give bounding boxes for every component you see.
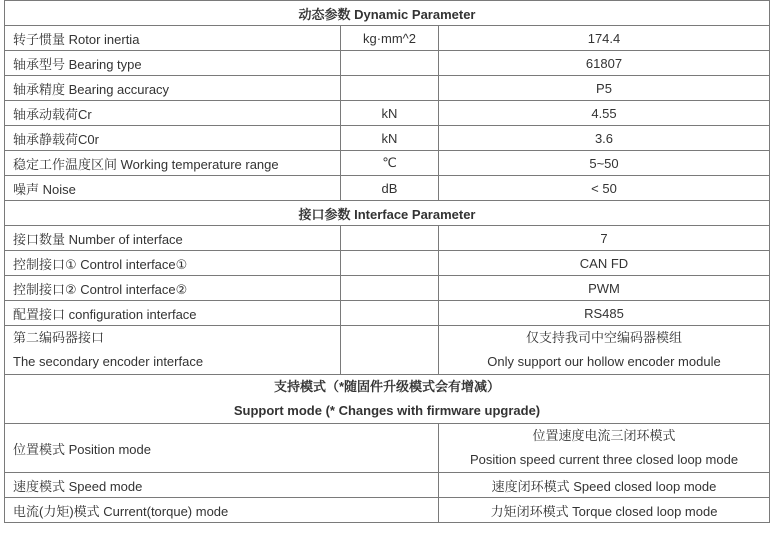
param-value: 174.4: [439, 26, 770, 51]
param-unit: [341, 251, 439, 276]
param-name: [5, 326, 341, 375]
param-value: 3.6: [439, 126, 770, 151]
support-title-cn: 支持模式（*随固件升级模式会有增减）: [273, 379, 501, 394]
table-row: [5, 226, 770, 251]
param-unit: [341, 276, 439, 301]
param-value: 61807: [439, 51, 770, 76]
param-value: P5: [439, 76, 770, 101]
position-mode-cn: 位置速度电流三闭环模式: [532, 428, 676, 443]
encoder-value-cn: 仅支持我司中空编码器模组: [525, 330, 682, 345]
encoder-value-en: Only support our hollow encoder module: [487, 354, 721, 369]
param-unit: kN: [341, 126, 439, 151]
param-value: < 50: [439, 176, 770, 201]
table-row: [5, 151, 770, 176]
table-row: [5, 76, 770, 101]
table-row: [5, 424, 770, 473]
param-value: RS485: [439, 301, 770, 326]
mode-name: 电流(力矩)模式 Current(torque) mode: [5, 498, 439, 523]
support-title-en: Support mode (* Changes with firmware upgrade): [233, 403, 541, 418]
interface-section-title: 接口参数 Interface Parameter: [5, 201, 770, 226]
table-row: [5, 276, 770, 301]
encoder-name-en: The secondary encoder interface: [13, 354, 204, 369]
table-row: [5, 473, 770, 498]
param-unit: ℃: [341, 151, 439, 176]
mode-name: 位置模式 Position mode: [5, 424, 439, 473]
section-header-row: [5, 201, 770, 226]
mode-value: 力矩闭环模式 Torque closed loop mode: [439, 498, 770, 523]
param-value: [439, 326, 770, 375]
param-name: 轴承静载荷C0r: [5, 126, 341, 151]
table-row: [5, 326, 770, 375]
param-unit: [341, 76, 439, 101]
param-value: 4.55: [439, 101, 770, 126]
encoder-name-cn: 第二编码器接口: [13, 330, 105, 345]
spec-table: [4, 0, 770, 523]
table-row: [5, 301, 770, 326]
mode-value: 速度闭环模式 Speed closed loop mode: [439, 473, 770, 498]
table-row: [5, 101, 770, 126]
dynamic-section-title: 动态参数 Dynamic Parameter: [5, 1, 770, 26]
param-value: CAN FD: [439, 251, 770, 276]
table-row: [5, 51, 770, 76]
param-name: 控制接口② Control interface②: [5, 276, 341, 301]
position-mode-en: Position speed current three closed loop mode: [469, 452, 739, 467]
param-unit: kN: [341, 101, 439, 126]
param-name: 转子惯量 Rotor inertia: [5, 26, 341, 51]
param-value: 5~50: [439, 151, 770, 176]
param-unit: [341, 226, 439, 251]
param-name: 控制接口① Control interface①: [5, 251, 341, 276]
table-row: [5, 251, 770, 276]
section-header-row: [5, 375, 770, 424]
param-name: 轴承动载荷Cr: [5, 101, 341, 126]
table-row: [5, 498, 770, 523]
param-value: PWM: [439, 276, 770, 301]
param-unit: dB: [341, 176, 439, 201]
param-name: 轴承型号 Bearing type: [5, 51, 341, 76]
mode-name: 速度模式 Speed mode: [5, 473, 439, 498]
param-unit: [341, 51, 439, 76]
param-value: 7: [439, 226, 770, 251]
table-row: [5, 176, 770, 201]
section-header-row: [5, 1, 770, 26]
param-name: 配置接口 configuration interface: [5, 301, 341, 326]
mode-value: [439, 424, 770, 473]
param-name: 噪声 Noise: [5, 176, 341, 201]
param-name: 稳定工作温度区间 Working temperature range: [5, 151, 341, 176]
table-row: [5, 126, 770, 151]
param-unit: [341, 326, 439, 375]
param-name: 轴承精度 Bearing accuracy: [5, 76, 341, 101]
param-unit: kg·mm^2: [341, 26, 439, 51]
param-unit: [341, 301, 439, 326]
table-row: [5, 26, 770, 51]
param-name: 接口数量 Number of interface: [5, 226, 341, 251]
support-section-title: [5, 375, 770, 424]
